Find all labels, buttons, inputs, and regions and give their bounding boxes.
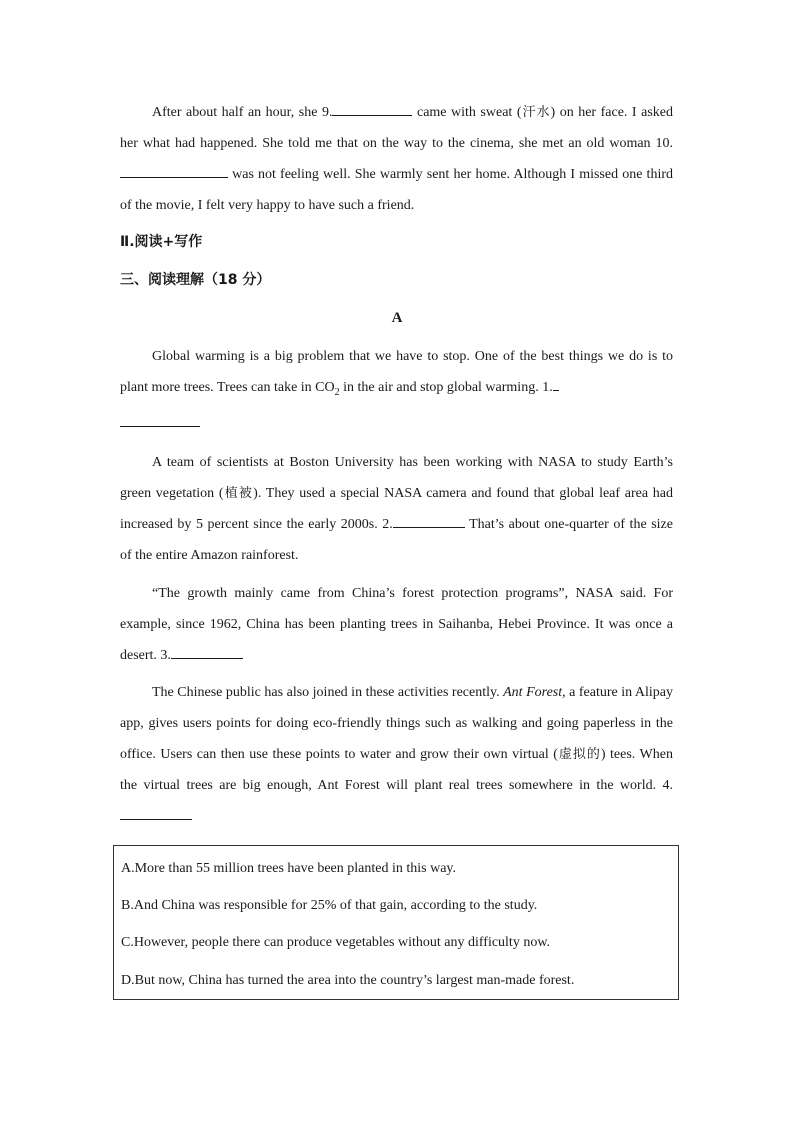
cloze-passage-ending: After about half an hour, she 9. came with sweat (汗水) on her face. I asked her what had happened. She told me that on the way to the cinema, she met an old woman 10. was not feeling well. She warmly sent her home. Although I missed one third of the movie, I felt very happy to have such a friend. (120, 97, 673, 221)
paragraph-3: “The growth mainly came from China’s forest protection programs”, NASA said. For example, since 1962, China has been planting trees in Saihanba, Hebei Province. It was once a desert. 3. (120, 586, 673, 663)
paragraph-1: Global warming is a big problem that we have to stop. One of the best things we do is to plant more trees. Trees can take in $CO_2$ in the air and stop global warming. 1. (120, 341, 673, 439)
subsection-heading: 三、阅读理解（18 分） (120, 272, 271, 288)
option-c: C.However, people there can produce vegetables without any difficulty now. (121, 935, 551, 950)
paragraph-2: A team of scientists at Boston University has been working with NASA to study Earth’s green vegetation (植被). They used a special NASA camera and found that global leaf area had increased by 5 percent since the early 2000s. 2. That’s about one-quarter of the size of the entire Amazon rainforest. (120, 455, 673, 563)
blank-3[interactable] (171, 643, 243, 659)
blank-2[interactable] (393, 512, 465, 528)
passage-title: A (391, 310, 403, 326)
blank-4[interactable] (120, 804, 192, 820)
blank-9[interactable] (332, 100, 412, 116)
paragraph-4: The Chinese public has also joined in these activities recently. Ant Forest, a feature in Alipay app, gives users points for doing eco-friendly things such as walking and going paperless in the office. Users can then use these points to water and grow their own virtual (虚拟的) tees. When the virtual trees are big enough, Ant Forest will plant real trees somewhere in the world. 4. (120, 677, 673, 832)
section-heading: Ⅱ.阅读+写作 (120, 234, 203, 250)
blank-1a[interactable] (553, 375, 559, 391)
option-b: B.And China was responsible for 25% of that gain, according to the study. (121, 898, 538, 913)
options-box (113, 845, 679, 1000)
option-d: D.But now, China has turned the area into the country’s largest man-made forest. (121, 973, 575, 988)
blank-1[interactable] (120, 411, 200, 427)
option-a: A.More than 55 million trees have been planted in this way. (121, 861, 457, 876)
blank-10[interactable] (120, 162, 228, 178)
